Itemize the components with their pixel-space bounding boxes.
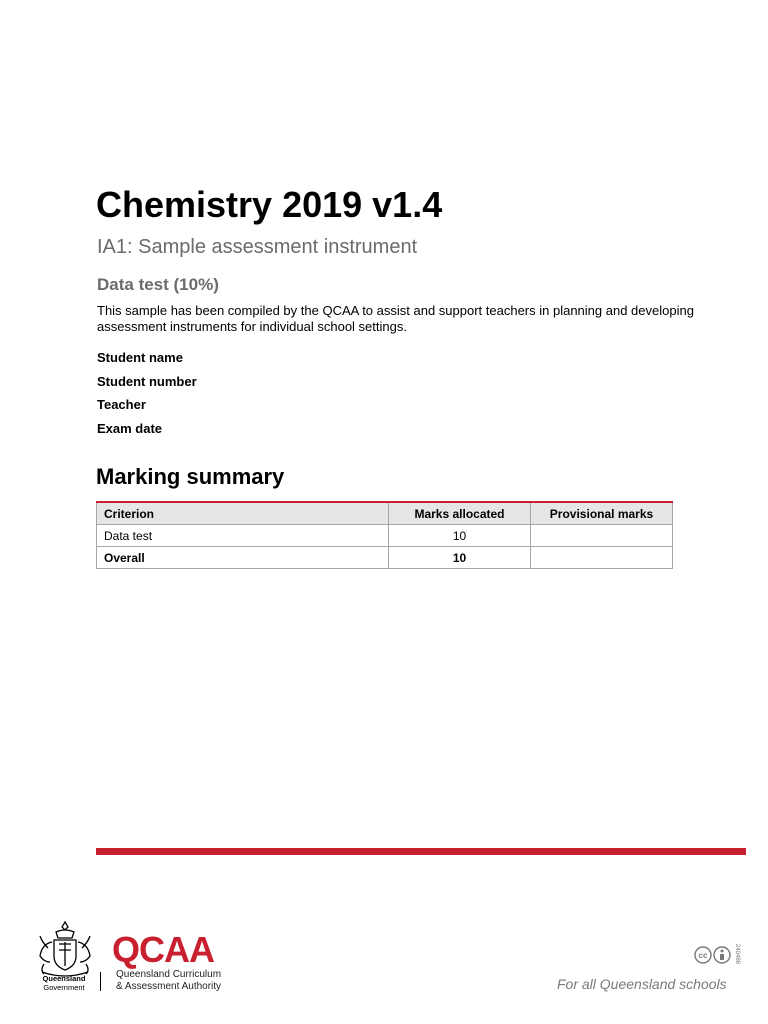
qcaa-line1: Queensland Curriculum (116, 969, 222, 980)
marks-allocated-cell: 10 (389, 547, 531, 569)
criterion-cell: Overall (97, 547, 389, 569)
logo-divider (100, 972, 101, 991)
gov-line1: Queensland (42, 974, 86, 983)
qcaa-logo: QCAA (112, 929, 214, 970)
field-student-number: Student number (97, 373, 197, 389)
table-row (97, 525, 673, 547)
footer-tagline: For all Queensland schools (557, 976, 727, 992)
column-header-provisional-marks: Provisional marks (531, 502, 673, 525)
qcaa-line2: & Assessment Authority (116, 981, 222, 992)
column-header-criterion: Criterion (97, 502, 389, 525)
field-student-name: Student name (97, 350, 183, 365)
field-teacher: Teacher (97, 397, 146, 412)
creative-commons-icon (693, 945, 733, 965)
document-title: Chemistry 2019 v1.4 (96, 184, 443, 225)
table-header-row (97, 502, 673, 525)
queensland-government-logo (36, 974, 92, 992)
document-number: 240486 (734, 944, 740, 965)
student-fields (97, 349, 197, 443)
marks-allocated-cell: 10 (389, 525, 531, 547)
provisional-marks-cell (531, 547, 673, 569)
marking-summary-table (96, 501, 673, 569)
provisional-marks-cell (531, 525, 673, 547)
marking-summary-heading: Marking summary (96, 464, 285, 489)
footer-red-bar (96, 848, 746, 855)
column-header-marks-allocated: Marks allocated (389, 502, 531, 525)
gov-line2: Government (43, 983, 85, 992)
document-subtitle: IA1: Sample assessment instrument (97, 236, 418, 258)
section-heading: Data test (10%) (97, 275, 219, 294)
svg-text:cc: cc (698, 951, 708, 960)
qcaa-name (116, 969, 221, 993)
criterion-cell: Data test (97, 525, 389, 547)
intro-paragraph: This sample has been compiled by the QCAA to assist and support teachers in planning and developing assessment instruments for individual school settings. (97, 303, 694, 334)
field-exam-date: Exam date (97, 420, 163, 436)
table-row-overall (97, 547, 673, 569)
